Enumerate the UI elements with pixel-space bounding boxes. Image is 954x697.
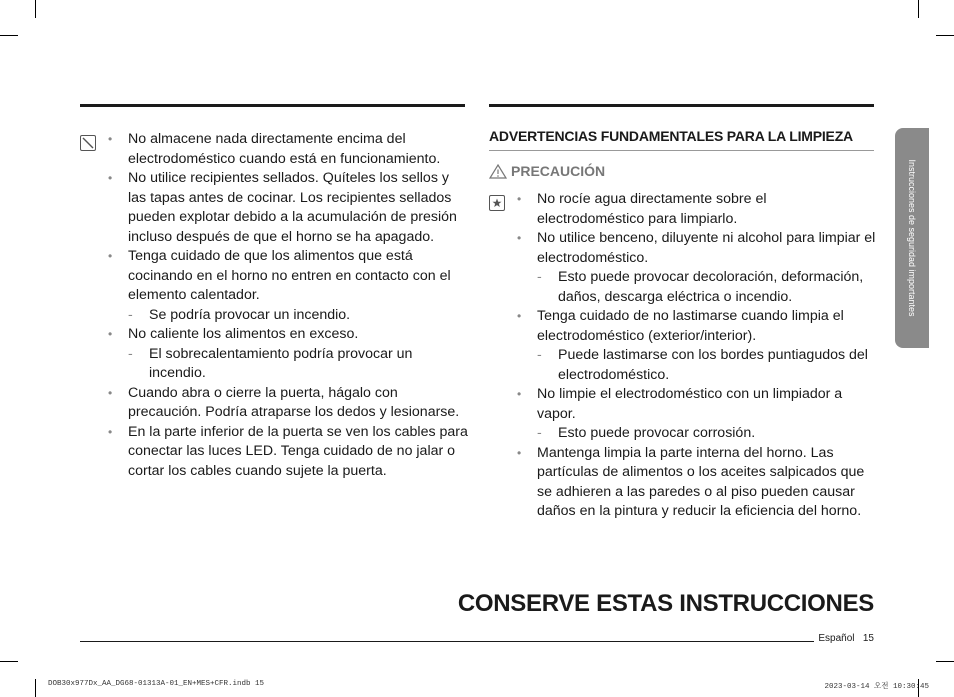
heading-underline xyxy=(489,150,874,151)
list-item xyxy=(108,130,468,169)
list-item-text: No almacene nada directamente encima del electrodoméstico cuando está en funcionamiento. xyxy=(128,131,441,167)
right-top-rule xyxy=(489,104,874,107)
crop-mark xyxy=(35,0,36,18)
sub-list-item xyxy=(517,268,877,307)
crop-mark xyxy=(0,661,18,662)
list-item xyxy=(108,247,468,306)
list-item-text: Mantenga limpia la parte interna del horno. Las partículas de alimentos o los aceites salpicados que se adhieren a las paredes o al piso pueden causar daños en la pintura y reducir la eficiencia del horno. xyxy=(537,444,865,519)
dash-icon: - xyxy=(128,306,133,323)
list-item xyxy=(517,229,877,268)
bullet-icon: • xyxy=(517,445,522,460)
side-tab-label: Instrucciones de seguridad importantes xyxy=(907,159,917,317)
caution-label xyxy=(489,163,605,179)
print-file-info: DOB30x977Dx_AA_DG68-01313A-01_EN+MES+CFR.indb 15 xyxy=(48,680,265,688)
sub-list-item-text: Esto puede provocar corrosión. xyxy=(558,425,756,441)
crop-mark xyxy=(936,35,954,36)
list-item-text: Cuando abra o cierre la puerta, hágalo con precaución. Podría atraparse los dedos y lesionarse. xyxy=(128,384,460,420)
crop-mark xyxy=(918,0,919,18)
left-column xyxy=(108,130,468,481)
list-item xyxy=(517,444,877,522)
print-date-info: 2023-03-14 오전 10:30:45 xyxy=(824,683,929,691)
list-item-text: Tenga cuidado de no lastimarse cuando limpia el electrodoméstico (exterior/interior). xyxy=(537,308,844,344)
bullet-icon: • xyxy=(517,309,522,323)
sub-list-item-text: El sobrecalentamiento podría provocar un incendio. xyxy=(149,345,413,381)
sub-list-item xyxy=(517,424,877,444)
crop-mark xyxy=(35,679,36,697)
bullet-icon: • xyxy=(108,171,113,185)
bullet-icon: • xyxy=(108,327,113,341)
footer-language xyxy=(818,633,874,644)
list-item xyxy=(108,169,468,247)
bullet-icon: • xyxy=(108,385,113,400)
left-top-rule xyxy=(80,104,465,107)
right-column xyxy=(517,190,877,522)
section-heading: ADVERTENCIAS FUNDAMENTALES PARA LA LIMPIEZA xyxy=(489,128,853,144)
no-symbol-icon xyxy=(80,135,96,151)
dash-icon: - xyxy=(537,425,542,441)
dash-icon: - xyxy=(128,345,133,362)
list-item xyxy=(517,307,877,346)
bullet-icon: • xyxy=(517,387,522,401)
sub-list-item-text: Puede lastimarse con los bordes puntiagudos del electrodoméstico. xyxy=(558,347,868,383)
footer-rule xyxy=(80,641,814,642)
list-item xyxy=(108,384,468,423)
list-item-text: No utilice benceno, diluyente ni alcohol para limpiar el electrodoméstico. xyxy=(537,230,876,266)
sub-list-item xyxy=(108,306,468,326)
list-item xyxy=(108,325,468,345)
sub-list-item-text: Se podría provocar un incendio. xyxy=(149,306,351,323)
bullet-icon: • xyxy=(517,192,522,206)
crop-mark xyxy=(0,35,18,36)
star-icon xyxy=(489,195,505,211)
list-item-text: No caliente los alimentos en exceso. xyxy=(128,326,359,342)
bullet-icon: • xyxy=(108,249,113,263)
crop-mark xyxy=(936,661,954,662)
bullet-icon: • xyxy=(108,132,113,146)
list-item-text: No utilice recipientes sellados. Quíteles los sellos y las tapas antes de cocinar. Los recipientes sellados pueden explotar debido a la acumulación de presión incluso después de que el horno se ha apagado. xyxy=(128,170,457,245)
dash-icon: - xyxy=(537,347,542,363)
list-item xyxy=(517,385,877,424)
sub-list-item xyxy=(108,345,468,384)
dash-icon: - xyxy=(537,269,542,285)
sub-list-item-text: Esto puede provocar decoloración, deformación, daños, descarga eléctrica o incendio. xyxy=(558,269,864,305)
caution-text: PRECAUCIÓN xyxy=(511,163,606,179)
list-item-text: No rocíe agua directamente sobre el electrodoméstico para limpiarlo. xyxy=(537,191,767,227)
list-item-text: No limpie el electrodoméstico con un limpiador a vapor. xyxy=(537,386,843,422)
bullet-icon: • xyxy=(517,231,522,245)
footer-language-text: Español xyxy=(818,633,855,644)
list-item xyxy=(108,423,468,482)
list-item-text: Tenga cuidado de que los alimentos que está cocinando en el horno no entren en contacto con el elemento calentador. xyxy=(128,248,451,303)
page-number: 15 xyxy=(862,633,874,644)
sub-list-item xyxy=(517,346,877,385)
bullet-icon: • xyxy=(108,424,113,439)
page-title: CONSERVE ESTAS INSTRUCCIONES xyxy=(457,590,874,617)
side-tab xyxy=(895,128,929,348)
list-item-text: En la parte inferior de la puerta se ven los cables para conectar las luces LED. Tenga cuidado de no jalar o cortar los cables cuando sujete la puerta. xyxy=(128,423,468,479)
list-item xyxy=(517,190,877,229)
warning-triangle-icon xyxy=(489,164,507,179)
